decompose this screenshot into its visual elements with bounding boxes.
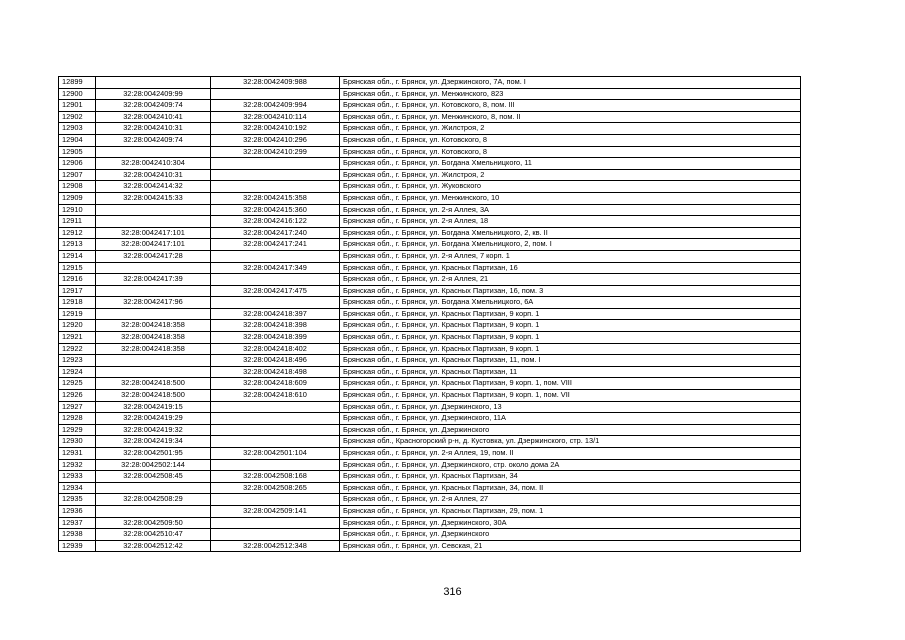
building-cadastral-cell: 32:28:0042418:609 <box>211 378 340 390</box>
land-plot-cadastral-cell <box>96 262 211 274</box>
row-number-cell: 12903 <box>59 123 96 135</box>
building-cadastral-cell: 32:28:0042508:168 <box>211 471 340 483</box>
land-plot-cadastral-cell: 32:28:0042410:304 <box>96 158 211 170</box>
page-number: 316 <box>443 586 462 598</box>
address-cell: Брянская обл., г. Брянск, ул. Менжинского, 823 <box>340 88 801 100</box>
address-cell: Брянская обл., Красногорский р-н, д. Кустовка, ул. Дзержинского, стр. 13/1 <box>340 436 801 448</box>
building-cadastral-cell: 32:28:0042410:192 <box>211 123 340 135</box>
address-cell: Брянская обл., г. Брянск, ул. 2-я Аллея, 3А <box>340 204 801 216</box>
row-number-cell: 12928 <box>59 413 96 425</box>
row-number-cell: 12930 <box>59 436 96 448</box>
building-cadastral-cell: 32:28:0042410:114 <box>211 111 340 123</box>
row-number-cell: 12932 <box>59 459 96 471</box>
table-row <box>59 204 801 216</box>
building-cadastral-cell: 32:28:0042415:358 <box>211 192 340 204</box>
building-cadastral-cell: 32:28:0042416:122 <box>211 216 340 228</box>
land-plot-cadastral-cell: 32:28:0042418:358 <box>96 332 211 344</box>
address-cell: Брянская обл., г. Брянск, ул. 2-я Аллея, 7 корп. 1 <box>340 250 801 262</box>
table-row <box>59 285 801 297</box>
table-row <box>59 332 801 344</box>
row-number-cell: 12922 <box>59 343 96 355</box>
table-row <box>59 529 801 541</box>
row-number-cell: 12915 <box>59 262 96 274</box>
land-plot-cadastral-cell: 32:28:0042502:144 <box>96 459 211 471</box>
table-row <box>59 262 801 274</box>
building-cadastral-cell <box>211 181 340 193</box>
address-cell: Брянская обл., г. Брянск, ул. Котовского, 8 <box>340 146 801 158</box>
land-plot-cadastral-cell: 32:28:0042409:74 <box>96 100 211 112</box>
building-cadastral-cell <box>211 250 340 262</box>
row-number-cell: 12919 <box>59 308 96 320</box>
row-number-cell: 12902 <box>59 111 96 123</box>
row-number-cell: 12904 <box>59 134 96 146</box>
address-cell: Брянская обл., г. Брянск, ул. Менжинского, 10 <box>340 192 801 204</box>
building-cadastral-cell <box>211 169 340 181</box>
building-cadastral-cell: 32:28:0042417:349 <box>211 262 340 274</box>
land-plot-cadastral-cell: 32:28:0042415:33 <box>96 192 211 204</box>
land-plot-cadastral-cell <box>96 355 211 367</box>
table-row <box>59 378 801 390</box>
land-plot-cadastral-cell: 32:28:0042417:101 <box>96 227 211 239</box>
land-plot-cadastral-cell: 32:28:0042418:500 <box>96 390 211 402</box>
address-cell: Брянская обл., г. Брянск, ул. 2-я Аллея, 19, пом. II <box>340 448 801 460</box>
building-cadastral-cell: 32:28:0042415:360 <box>211 204 340 216</box>
land-plot-cadastral-cell: 32:28:0042508:29 <box>96 494 211 506</box>
address-cell: Брянская обл., г. Брянск, ул. Красных Партизан, 9 корп. 1, пом. VIII <box>340 378 801 390</box>
building-cadastral-cell: 32:28:0042418:398 <box>211 320 340 332</box>
building-cadastral-cell <box>211 158 340 170</box>
table-row <box>59 308 801 320</box>
building-cadastral-cell <box>211 88 340 100</box>
address-cell: Брянская обл., г. Брянск, ул. 2-я Аллея, 18 <box>340 216 801 228</box>
table-row <box>59 494 801 506</box>
land-plot-cadastral-cell: 32:28:0042418:500 <box>96 378 211 390</box>
row-number-cell: 12921 <box>59 332 96 344</box>
building-cadastral-cell: 32:28:0042418:610 <box>211 390 340 402</box>
row-number-cell: 12907 <box>59 169 96 181</box>
land-plot-cadastral-cell: 32:28:0042509:50 <box>96 517 211 529</box>
address-cell: Брянская обл., г. Брянск, ул. Богдана Хмельницкого, 2, кв. II <box>340 227 801 239</box>
table-row <box>59 436 801 448</box>
building-cadastral-cell: 32:28:0042417:241 <box>211 239 340 251</box>
table-row <box>59 517 801 529</box>
building-cadastral-cell <box>211 529 340 541</box>
table-row <box>59 459 801 471</box>
row-number-cell: 12936 <box>59 505 96 517</box>
building-cadastral-cell: 32:28:0042509:141 <box>211 505 340 517</box>
table-row <box>59 482 801 494</box>
address-cell: Брянская обл., г. Брянск, ул. Красных Партизан, 9 корп. 1 <box>340 308 801 320</box>
building-cadastral-cell: 32:28:0042418:402 <box>211 343 340 355</box>
address-cell: Брянская обл., г. Брянск, ул. Красных Партизан, 34 <box>340 471 801 483</box>
land-plot-cadastral-cell: 32:28:0042410:31 <box>96 169 211 181</box>
address-cell: Брянская обл., г. Брянск, ул. Жуковского <box>340 181 801 193</box>
table-row <box>59 390 801 402</box>
address-cell: Брянская обл., г. Брянск, ул. Красных Партизан, 29, пом. 1 <box>340 505 801 517</box>
table-row <box>59 181 801 193</box>
address-cell: Брянская обл., г. Брянск, ул. Богдана Хмельницкого, 11 <box>340 158 801 170</box>
address-cell: Брянская обл., г. Брянск, ул. Красных Партизан, 9 корп. 1 <box>340 332 801 344</box>
row-number-cell: 12913 <box>59 239 96 251</box>
table-row <box>59 146 801 158</box>
address-cell: Брянская обл., г. Брянск, ул. Жилстроя, 2 <box>340 123 801 135</box>
row-number-cell: 12935 <box>59 494 96 506</box>
building-cadastral-cell: 32:28:0042410:296 <box>211 134 340 146</box>
row-number-cell: 12914 <box>59 250 96 262</box>
table-row <box>59 297 801 309</box>
table-row <box>59 274 801 286</box>
address-cell: Брянская обл., г. Брянск, ул. Красных Партизан, 34, пом. II <box>340 482 801 494</box>
land-plot-cadastral-cell: 32:28:0042414:32 <box>96 181 211 193</box>
address-cell: Брянская обл., г. Брянск, ул. Богдана Хмельницкого, 6А <box>340 297 801 309</box>
land-plot-cadastral-cell: 32:28:0042417:96 <box>96 297 211 309</box>
row-number-cell: 12905 <box>59 146 96 158</box>
address-cell: Брянская обл., г. Брянск, ул. Дзержинского, 30А <box>340 517 801 529</box>
address-cell: Брянская обл., г. Брянск, ул. Котовского, 8, пом. III <box>340 100 801 112</box>
table-row <box>59 366 801 378</box>
address-cell: Брянская обл., г. Брянск, ул. Красных Партизан, 9 корп. 1 <box>340 343 801 355</box>
table-row <box>59 88 801 100</box>
land-plot-cadastral-cell: 32:28:0042417:101 <box>96 239 211 251</box>
address-cell: Брянская обл., г. Брянск, ул. Котовского, 8 <box>340 134 801 146</box>
land-plot-cadastral-cell: 32:28:0042410:41 <box>96 111 211 123</box>
table-row <box>59 401 801 413</box>
address-cell: Брянская обл., г. Брянск, ул. Жилстроя, 2 <box>340 169 801 181</box>
address-cell: Брянская обл., г. Брянск, ул. Дзержинского <box>340 424 801 436</box>
land-plot-cadastral-cell: 32:28:0042419:32 <box>96 424 211 436</box>
land-plot-cadastral-cell: 32:28:0042419:29 <box>96 413 211 425</box>
address-cell: Брянская обл., г. Брянск, ул. Красных Партизан, 16 <box>340 262 801 274</box>
address-cell: Брянская обл., г. Брянск, ул. Красных Партизан, 16, пом. 3 <box>340 285 801 297</box>
address-cell: Брянская обл., г. Брянск, ул. Красных Партизан, 11, пом. I <box>340 355 801 367</box>
row-number-cell: 12900 <box>59 88 96 100</box>
row-number-cell: 12927 <box>59 401 96 413</box>
land-plot-cadastral-cell: 32:28:0042510:47 <box>96 529 211 541</box>
land-plot-cadastral-cell <box>96 216 211 228</box>
building-cadastral-cell <box>211 517 340 529</box>
row-number-cell: 12912 <box>59 227 96 239</box>
row-number-cell: 12934 <box>59 482 96 494</box>
row-number-cell: 12926 <box>59 390 96 402</box>
land-plot-cadastral-cell <box>96 308 211 320</box>
table-row <box>59 448 801 460</box>
building-cadastral-cell: 32:28:0042418:399 <box>211 332 340 344</box>
building-cadastral-cell <box>211 401 340 413</box>
land-plot-cadastral-cell: 32:28:0042501:95 <box>96 448 211 460</box>
land-plot-cadastral-cell: 32:28:0042418:358 <box>96 343 211 355</box>
address-cell: Брянская обл., г. Брянск, ул. Дзержинского, 13 <box>340 401 801 413</box>
address-cell: Брянская обл., г. Брянск, ул. Дзержинского, 7А, пом. I <box>340 77 801 89</box>
land-plot-cadastral-cell: 32:28:0042419:34 <box>96 436 211 448</box>
address-cell: Брянская обл., г. Брянск, ул. Севская, 21 <box>340 540 801 552</box>
registry-table <box>58 76 801 552</box>
building-cadastral-cell: 32:28:0042418:397 <box>211 308 340 320</box>
building-cadastral-cell <box>211 274 340 286</box>
registry-table-body <box>59 77 801 552</box>
land-plot-cadastral-cell <box>96 505 211 517</box>
row-number-cell: 12938 <box>59 529 96 541</box>
land-plot-cadastral-cell: 32:28:0042417:39 <box>96 274 211 286</box>
table-row <box>59 227 801 239</box>
land-plot-cadastral-cell: 32:28:0042410:31 <box>96 123 211 135</box>
address-cell: Брянская обл., г. Брянск, ул. 2-я Аллея, 21 <box>340 274 801 286</box>
table-row <box>59 343 801 355</box>
building-cadastral-cell <box>211 413 340 425</box>
land-plot-cadastral-cell: 32:28:0042417:28 <box>96 250 211 262</box>
land-plot-cadastral-cell <box>96 285 211 297</box>
address-cell: Брянская обл., г. Брянск, ул. 2-я Аллея, 27 <box>340 494 801 506</box>
table-row <box>59 540 801 552</box>
table-row <box>59 192 801 204</box>
row-number-cell: 12910 <box>59 204 96 216</box>
row-number-cell: 12906 <box>59 158 96 170</box>
row-number-cell: 12925 <box>59 378 96 390</box>
land-plot-cadastral-cell <box>96 146 211 158</box>
building-cadastral-cell: 32:28:0042409:994 <box>211 100 340 112</box>
table-row <box>59 471 801 483</box>
row-number-cell: 12916 <box>59 274 96 286</box>
building-cadastral-cell: 32:28:0042409:988 <box>211 77 340 89</box>
row-number-cell: 12929 <box>59 424 96 436</box>
address-cell: Брянская обл., г. Брянск, ул. Дзержинского <box>340 529 801 541</box>
building-cadastral-cell: 32:28:0042508:265 <box>211 482 340 494</box>
table-row <box>59 169 801 181</box>
table-row <box>59 123 801 135</box>
row-number-cell: 12933 <box>59 471 96 483</box>
row-number-cell: 12911 <box>59 216 96 228</box>
land-plot-cadastral-cell <box>96 204 211 216</box>
building-cadastral-cell: 32:28:0042512:348 <box>211 540 340 552</box>
land-plot-cadastral-cell: 32:28:0042508:45 <box>96 471 211 483</box>
land-plot-cadastral-cell: 32:28:0042409:99 <box>96 88 211 100</box>
building-cadastral-cell: 32:28:0042417:240 <box>211 227 340 239</box>
land-plot-cadastral-cell: 32:28:0042409:74 <box>96 134 211 146</box>
building-cadastral-cell: 32:28:0042418:496 <box>211 355 340 367</box>
row-number-cell: 12923 <box>59 355 96 367</box>
land-plot-cadastral-cell: 32:28:0042512:42 <box>96 540 211 552</box>
land-plot-cadastral-cell <box>96 77 211 89</box>
row-number-cell: 12899 <box>59 77 96 89</box>
building-cadastral-cell <box>211 494 340 506</box>
table-row <box>59 413 801 425</box>
row-number-cell: 12924 <box>59 366 96 378</box>
row-number-cell: 12920 <box>59 320 96 332</box>
land-plot-cadastral-cell <box>96 482 211 494</box>
table-row <box>59 424 801 436</box>
row-number-cell: 12901 <box>59 100 96 112</box>
row-number-cell: 12908 <box>59 181 96 193</box>
address-cell: Брянская обл., г. Брянск, ул. Дзержинского, 11А <box>340 413 801 425</box>
building-cadastral-cell: 32:28:0042501:104 <box>211 448 340 460</box>
building-cadastral-cell: 32:28:0042418:498 <box>211 366 340 378</box>
address-cell: Брянская обл., г. Брянск, ул. Красных Партизан, 9 корп. 1 <box>340 320 801 332</box>
building-cadastral-cell: 32:28:0042410:299 <box>211 146 340 158</box>
table-row <box>59 355 801 367</box>
building-cadastral-cell <box>211 297 340 309</box>
table-row <box>59 505 801 517</box>
land-plot-cadastral-cell <box>96 366 211 378</box>
table-row <box>59 111 801 123</box>
table-row <box>59 250 801 262</box>
table-row <box>59 100 801 112</box>
address-cell: Брянская обл., г. Брянск, ул. Красных Партизан, 9 корп. 1, пом. VII <box>340 390 801 402</box>
address-cell: Брянская обл., г. Брянск, ул. Красных Партизан, 11 <box>340 366 801 378</box>
row-number-cell: 12909 <box>59 192 96 204</box>
address-cell: Брянская обл., г. Брянск, ул. Дзержинского, стр. около дома 2А <box>340 459 801 471</box>
table-row <box>59 216 801 228</box>
building-cadastral-cell <box>211 459 340 471</box>
row-number-cell: 12939 <box>59 540 96 552</box>
table-row <box>59 239 801 251</box>
building-cadastral-cell <box>211 424 340 436</box>
land-plot-cadastral-cell: 32:28:0042419:15 <box>96 401 211 413</box>
building-cadastral-cell: 32:28:0042417:475 <box>211 285 340 297</box>
address-cell: Брянская обл., г. Брянск, ул. Менжинского, 8, пом. II <box>340 111 801 123</box>
table-row <box>59 77 801 89</box>
table-row <box>59 320 801 332</box>
table-row <box>59 134 801 146</box>
building-cadastral-cell <box>211 436 340 448</box>
table-row <box>59 158 801 170</box>
row-number-cell: 12917 <box>59 285 96 297</box>
row-number-cell: 12931 <box>59 448 96 460</box>
address-cell: Брянская обл., г. Брянск, ул. Богдана Хмельницкого, 2, пом. I <box>340 239 801 251</box>
row-number-cell: 12937 <box>59 517 96 529</box>
land-plot-cadastral-cell: 32:28:0042418:358 <box>96 320 211 332</box>
row-number-cell: 12918 <box>59 297 96 309</box>
